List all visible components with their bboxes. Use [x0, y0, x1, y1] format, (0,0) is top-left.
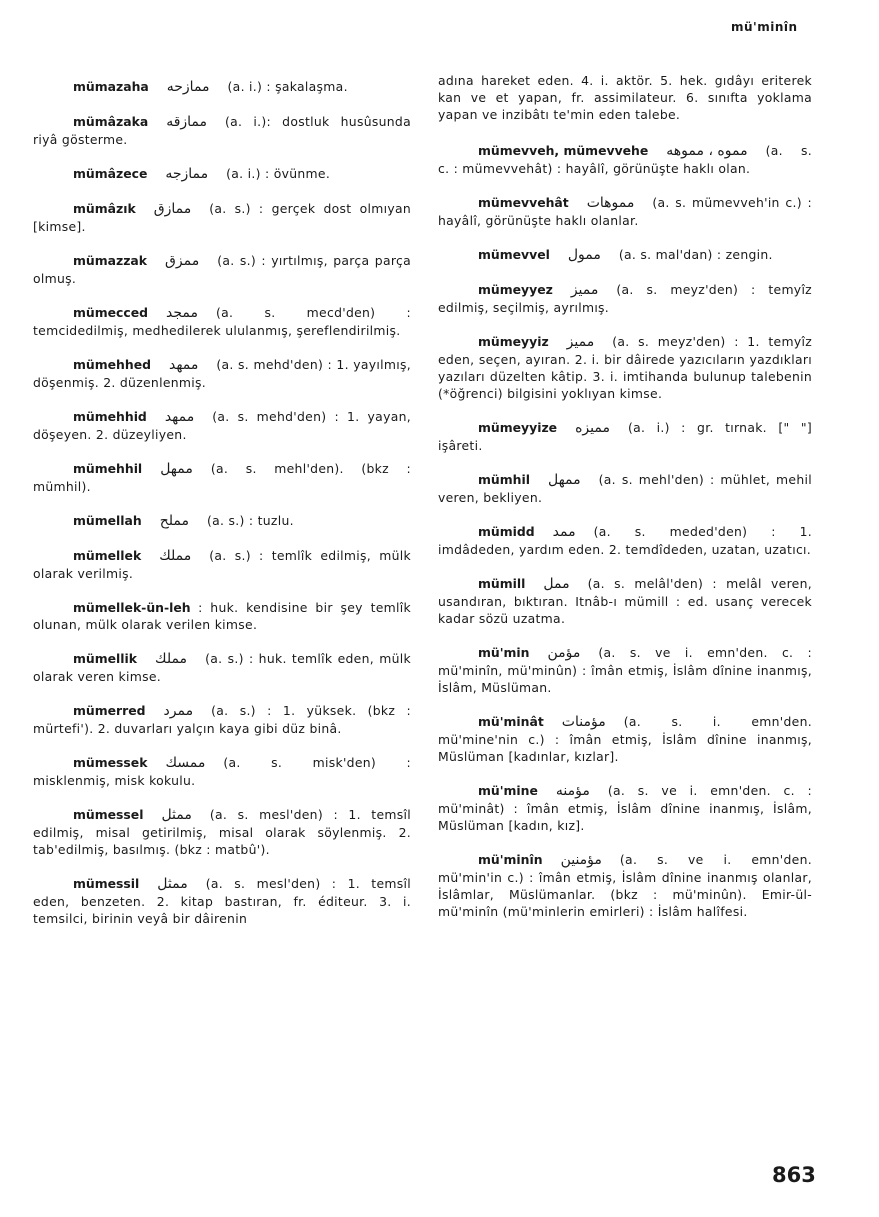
entry-arabic-script: ممهل	[547, 472, 581, 488]
entry-definition: (a. s. meyz'den) : 1. temyîz eden, seçen, ayıran. 2. i. bir dâirede yazıcıların yazdıkları yazıları düzelten kâtip. 3. i. imtihanda bulunup talebenin (*öğrenci) bilgisini yoklıyan kimse.	[438, 334, 812, 401]
entry-headword: mümellah	[73, 513, 142, 528]
entry-definition: (a. i.) : şakalaşma.	[227, 79, 348, 94]
right-entries	[438, 142, 812, 920]
entry-headword: mümâzık	[73, 201, 136, 216]
dictionary-entry	[438, 644, 812, 696]
continuation-text	[438, 72, 812, 123]
dictionary-entry	[33, 754, 411, 789]
entry-definition: (a. s. mal'dan) : zengin.	[618, 247, 773, 262]
dictionary-entry	[33, 702, 411, 737]
entry-arabic-script: مؤمنين	[560, 852, 602, 868]
entry-arabic-script: مموه ، مموهه	[666, 143, 748, 159]
dictionary-entry	[33, 356, 411, 391]
entry-headword: mümessek	[73, 755, 148, 770]
entry-arabic-script: ممهل	[160, 461, 193, 477]
entry-headword: mümhil	[478, 472, 530, 487]
entry-headword: mümazaha	[73, 79, 149, 94]
entry-arabic-script: ممهد	[164, 409, 195, 425]
entry-arabic-script: مميز	[570, 282, 599, 298]
entry-arabic-script: ممازحه	[166, 79, 210, 95]
dictionary-entry	[438, 419, 812, 454]
entry-definition: (a. s. mehd'den) : 1. yayılmış, döşenmiş. 2. düzenlenmiş.	[33, 357, 411, 390]
dictionary-entry	[438, 471, 812, 506]
entry-arabic-script: ممازق	[153, 201, 192, 217]
entry-arabic-script: ممل	[543, 576, 570, 592]
entry-definition: (a. s. c. : mümevvehât) : hayâlî, görünüşte haklı olan.	[438, 143, 812, 176]
entry-headword: mümidd	[478, 524, 535, 539]
entry-definition: (a. s. i. emn'den. mü'mine'nin c.) : îmân etmiş, İslâm dînine inanmış, Müslüman [kadınlar, kızlar].	[438, 714, 812, 764]
entry-definition: (a. s. melâl'den) : melâl veren, usandıran, bıktıran. Itnâb-ı mümill : ed. usanç verecek kadar sözü uzatma.	[438, 576, 812, 626]
entry-definition: (a. s. mehl'den) : mühlet, mehil veren, bekliyen.	[438, 472, 812, 505]
entry-headword: mümâzaka	[73, 114, 149, 129]
dictionary-entry	[33, 806, 411, 858]
entry-definition: (a. s. mümevveh'in c.) : hayâlî, görünüşte haklı olanlar.	[438, 195, 812, 228]
dictionary-entry	[33, 252, 411, 287]
entry-definition: (a. s. mehd'den) : 1. yayan, döşeyen. 2. düzeyliyen.	[33, 409, 411, 442]
entry-arabic-script: ممرد	[163, 703, 194, 719]
entry-arabic-script: مؤمنه	[555, 783, 590, 799]
entry-headword: mümellik	[73, 651, 138, 666]
entry-arabic-script: ممزق	[165, 253, 200, 269]
right-column	[438, 72, 812, 937]
entry-headword: mümeyyize	[478, 420, 558, 435]
entry-headword: mümevvehât	[478, 195, 569, 210]
dictionary-entry	[438, 575, 812, 627]
dictionary-entry	[33, 547, 411, 582]
entry-definition: (a. s. meyz'den) : temyîz edilmiş, seçilmiş, ayrılmış.	[438, 282, 812, 315]
dictionary-entry	[33, 599, 411, 633]
entry-headword: mümazzak	[73, 253, 148, 268]
entry-definition: (a. i.) : gr. tırnak. [" "] işâreti.	[438, 420, 812, 453]
entry-headword: mümevveh, mümevvehe	[478, 143, 649, 158]
page-number: 863	[772, 1163, 816, 1187]
entry-headword: mümâzece	[73, 166, 148, 181]
entry-headword: mümeyyiz	[478, 334, 549, 349]
entry-definition: (a. s. ve i. emn'den. mü'min'in c.) : îmân etmiş, İslâm dînine inanmış olanlar, İslâmlar, Müslümanlar. (bkz : mü'minûn). Emir-ül-mü'minîn (mü'minlerin emirleri) : İslâm halîfesi.	[438, 852, 812, 919]
entry-definition: (a. s.) : yırtılmış, parça parça olmuş.	[33, 253, 411, 286]
dictionary-entry	[33, 650, 411, 685]
entry-headword: mü'min	[478, 645, 530, 660]
entry-definition: (a. s.) : 1. yüksek. (bkz : mürtefi'). 2. duvarları yalçın kaya gibi düz binâ.	[33, 703, 411, 736]
entry-arabic-script: ممازجه	[165, 166, 209, 182]
dictionary-entry	[438, 246, 812, 264]
entry-arabic-script: مملك	[155, 651, 188, 667]
entry-arabic-script: ممول	[567, 247, 601, 263]
dictionary-entry	[438, 142, 812, 177]
entry-definition: (a. s. meded'den) : 1. imdâdeden, yardım eden. 2. temdîdeden, uzatan, uzatıcı.	[438, 524, 812, 557]
entry-definition: (a. s. misk'den) : misklenmiş, misk kokulu.	[33, 755, 411, 788]
entry-headword: mümehhid	[73, 409, 147, 424]
entry-headword: mümessel	[73, 807, 144, 822]
entry-headword: mü'mine	[478, 783, 538, 798]
entry-definition: (a. s. mehl'den). (bkz : mümhil).	[33, 461, 411, 494]
entry-arabic-script: مميزه	[575, 420, 610, 436]
dictionary-entry	[33, 165, 411, 183]
entry-headword: mümellek	[73, 548, 142, 563]
entry-arabic-script: مملح	[159, 513, 189, 529]
entry-arabic-script: مميز	[566, 334, 595, 350]
entry-definition: (a. s. mesl'den) : 1. temsîl edilmiş, misal getirilmiş, misal olarak söylenmiş. 2. tab'edilmiş, basılmış. (bkz : matbû').	[33, 807, 411, 857]
entry-arabic-script: مملك	[159, 548, 192, 564]
dictionary-entry	[438, 281, 812, 316]
entry-headword: mümecced	[73, 305, 149, 320]
running-head: mü'minîn	[731, 20, 798, 34]
entry-definition: (a. s.) : gerçek dost olmıyan [kimse].	[33, 201, 411, 234]
entry-headword: mümellek-ün-leh	[73, 600, 191, 615]
entry-definition: (a. s.) : huk. temlîk eden, mülk olarak veren kimse.	[33, 651, 411, 684]
entry-definition: (a. s. ve i. emn'den. c. : mü'minât) : îmân etmiş, İslâm dînine inanmış, İslâm, Müslüman [kadın, kız].	[438, 783, 812, 833]
left-column	[33, 78, 411, 944]
entry-arabic-script: مؤمن	[547, 645, 581, 661]
entry-headword: mü'minât	[478, 714, 544, 729]
dictionary-entry	[33, 512, 411, 530]
entry-definition: (a. s. mecd'den) : temcidedilmiş, medhedilerek ululanmış, şereflendirilmiş.	[33, 305, 411, 338]
dictionary-entry	[438, 713, 812, 765]
entry-headword: mümill	[478, 576, 526, 591]
entry-definition: (a. i.) : övünme.	[226, 166, 331, 181]
dictionary-entry	[33, 460, 411, 495]
entry-definition: (a. s.) : tuzlu.	[207, 513, 294, 528]
entry-arabic-script: ممسك	[165, 755, 206, 771]
dictionary-entry	[438, 851, 812, 920]
entry-headword: mümessil	[73, 876, 140, 891]
entry-headword: mümehhed	[73, 357, 151, 372]
entry-arabic-script: ممجد	[166, 305, 198, 321]
entry-arabic-script: ممد	[552, 524, 576, 540]
entry-arabic-script: ممهد	[168, 357, 199, 373]
dictionary-entry	[33, 408, 411, 443]
entry-headword: mü'minîn	[478, 852, 543, 867]
dictionary-entry	[33, 78, 411, 96]
entry-arabic-script: ممثل	[161, 807, 192, 823]
entry-definition: : huk. kendisine bir şey temlîk olunan, mülk olarak verilen kimse.	[33, 600, 411, 632]
entry-arabic-script: مؤمنات	[561, 714, 606, 730]
entry-definition: (a. s. mesl'den) : 1. temsîl eden, benzeten. 2. kitap bastıran, fr. éditeur. 3. i. temsilci, birinin veyâ bir dâirenin	[33, 876, 411, 926]
entry-arabic-script: ممثل	[157, 876, 188, 892]
dictionary-entry	[438, 782, 812, 834]
entry-arabic-script: ممازقه	[166, 114, 208, 130]
dictionary-entry	[33, 304, 411, 339]
entry-headword: mümeyyez	[478, 282, 553, 297]
entry-arabic-script: مموهات	[586, 195, 635, 211]
entry-headword: mümevvel	[478, 247, 550, 262]
dictionary-entry	[33, 113, 411, 148]
entry-definition: (a. i.): dostluk husûsunda riyâ gösterme.	[33, 114, 411, 147]
entry-definition: adına hareket eden. 4. i. aktör. 5. hek. gıdâyı eriterek kan ve et yapan, fr. assimilateur. 6. sınıfta yoklama yapan ve inzibâtı te'min eden talebe.	[438, 73, 812, 122]
entry-headword: mümerred	[73, 703, 146, 718]
dictionary-entry	[33, 200, 411, 235]
dictionary-entry	[438, 194, 812, 229]
entry-definition: (a. s. ve i. emn'den. c. : mü'minîn, mü'minûn) : îmân etmiş, İslâm dînine inanmış, İslâm, Müslüman.	[438, 645, 812, 695]
entry-headword: mümehhil	[73, 461, 143, 476]
dictionary-entry	[438, 523, 812, 558]
dictionary-entry	[33, 875, 411, 927]
dictionary-entry	[438, 333, 812, 402]
entry-definition: (a. s.) : temlîk edilmiş, mülk olarak verilmiş.	[33, 548, 411, 581]
